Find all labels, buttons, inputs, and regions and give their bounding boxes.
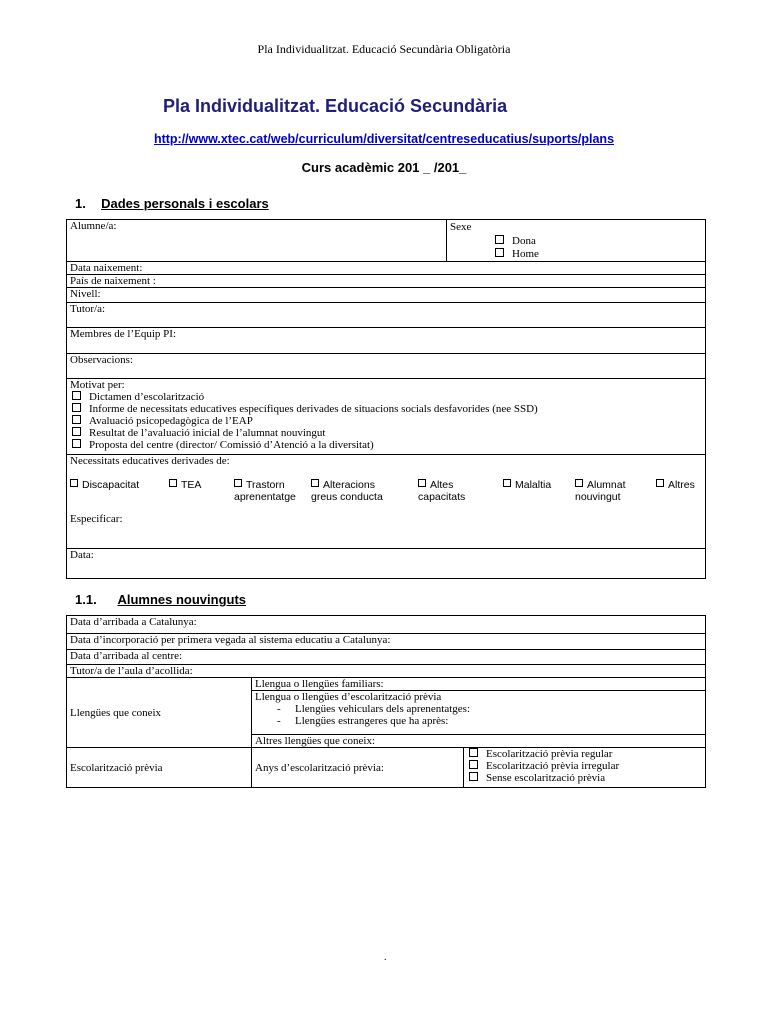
years-schooling-field[interactable] bbox=[252, 748, 464, 788]
checkbox-icon[interactable] bbox=[469, 772, 478, 781]
schooling-option[interactable] bbox=[469, 748, 702, 760]
prior-schooling-cell bbox=[67, 748, 252, 788]
checkbox-icon[interactable] bbox=[72, 391, 81, 400]
section-1-1-heading bbox=[75, 592, 246, 607]
motivated-option[interactable] bbox=[70, 427, 702, 439]
needs-cell bbox=[67, 455, 706, 549]
section-1-1-number: 1.1. bbox=[75, 592, 97, 607]
need-option[interactable] bbox=[70, 479, 139, 491]
need-option[interactable] bbox=[418, 479, 465, 503]
checkbox-icon[interactable] bbox=[656, 479, 664, 487]
welcome-tutor-label: Tutor/a de l’aula d’acollida: bbox=[70, 665, 193, 677]
welcome-tutor-field[interactable] bbox=[67, 665, 706, 678]
incorporation-field[interactable] bbox=[67, 634, 706, 650]
birth-date-label: Data naixement: bbox=[70, 262, 143, 274]
arrival-catalonia-label: Data d’arribada a Catalunya: bbox=[70, 616, 197, 628]
observations-field[interactable] bbox=[67, 354, 706, 379]
motivated-option[interactable] bbox=[70, 439, 702, 451]
section-1-heading bbox=[75, 196, 269, 211]
birth-country-field[interactable] bbox=[67, 275, 706, 288]
birth-date-field[interactable] bbox=[67, 262, 706, 275]
motivated-option-label: Dictamen d’escolarització bbox=[89, 391, 205, 403]
level-field[interactable] bbox=[67, 288, 706, 303]
motivated-option-label: Resultat de l’avaluació inicial de l’alumnat nouvingut bbox=[89, 427, 326, 439]
sex-option-label: Dona bbox=[512, 235, 536, 247]
need-line1: Altes bbox=[430, 479, 454, 491]
need-line2: aprenentatge bbox=[234, 491, 296, 503]
checkbox-icon[interactable] bbox=[495, 248, 504, 257]
schooling-option-label: Escolarització prèvia regular bbox=[486, 748, 613, 760]
tutor-label: Tutor/a: bbox=[70, 303, 106, 315]
section-1-number: 1. bbox=[75, 196, 86, 211]
schooling-languages-label: Llengua o llengües d’escolarització prèvia bbox=[255, 691, 442, 703]
footer-mark: . bbox=[384, 952, 387, 963]
foreign-languages-line bbox=[255, 715, 702, 727]
arrival-center-field[interactable] bbox=[67, 650, 706, 665]
observations-label: Observacions: bbox=[70, 354, 133, 366]
need-line1: Trastorn bbox=[246, 479, 285, 491]
team-field[interactable] bbox=[67, 328, 706, 354]
section-1-1-title: Alumnes nouvinguts bbox=[117, 592, 247, 607]
need-line1: Discapacitat bbox=[82, 479, 140, 491]
need-option[interactable] bbox=[503, 479, 551, 491]
need-line1: Malaltia bbox=[515, 479, 552, 491]
arrival-catalonia-field[interactable] bbox=[67, 616, 706, 634]
document-title: Pla Individualitzat. Educació Secundària bbox=[163, 96, 508, 116]
checkbox-icon[interactable] bbox=[72, 403, 81, 412]
specify-label: Especificar: bbox=[70, 513, 123, 525]
plans-link[interactable]: http://www.xtec.cat/web/curriculum/diversitat/centreseducatius/suports/plans bbox=[153, 132, 615, 146]
motivated-label: Motivat per: bbox=[70, 379, 125, 391]
sex-label: Sexe bbox=[450, 221, 472, 233]
arrival-center-label: Data d’arribada al centre: bbox=[70, 650, 183, 662]
checkbox-icon[interactable] bbox=[311, 479, 319, 487]
tutor-field[interactable] bbox=[67, 303, 706, 328]
family-languages-field[interactable] bbox=[252, 678, 706, 691]
motivated-option-label: Proposta del centre (director/ Comissió d’Atenció a la diversitat) bbox=[89, 439, 374, 451]
sex-option-male[interactable] bbox=[450, 248, 702, 260]
family-languages-label: Llengua o llengües familiars: bbox=[255, 678, 384, 690]
team-label: Membres de l’Equip PI: bbox=[70, 328, 177, 340]
need-line1: Alumnat bbox=[587, 479, 626, 491]
academic-year: Curs acadèmic 201 _ /201_ bbox=[301, 160, 467, 175]
motivated-cell bbox=[67, 379, 706, 455]
student-label: Alumne/a: bbox=[70, 220, 117, 232]
need-option[interactable] bbox=[234, 479, 296, 503]
schooling-options-cell bbox=[464, 748, 706, 788]
dash: - bbox=[277, 703, 281, 715]
motivated-option[interactable] bbox=[70, 391, 702, 403]
checkbox-icon[interactable] bbox=[503, 479, 511, 487]
checkbox-icon[interactable] bbox=[234, 479, 242, 487]
schooling-option-label: Escolarització prèvia irregular bbox=[486, 760, 620, 772]
vehicular-languages-line bbox=[255, 703, 702, 715]
schooling-option-label: Sense escolarització prèvia bbox=[486, 772, 606, 784]
checkbox-icon[interactable] bbox=[70, 479, 78, 487]
date-field[interactable] bbox=[67, 549, 706, 579]
need-line2: greus conducta bbox=[311, 491, 383, 503]
checkbox-icon[interactable] bbox=[418, 479, 426, 487]
need-line1: TEA bbox=[181, 479, 202, 491]
schooling-languages-cell[interactable] bbox=[252, 691, 706, 735]
date-label: Data: bbox=[70, 549, 94, 561]
checkbox-icon[interactable] bbox=[72, 427, 81, 436]
need-line1: Alteracions bbox=[323, 479, 375, 491]
need-option[interactable] bbox=[575, 479, 626, 503]
languages-label: Llengües que coneix bbox=[70, 706, 162, 719]
motivated-option-label: Avaluació psicopedagògica de l’EAP bbox=[89, 415, 253, 427]
running-header: Pla Individualitzat. Educació Secundària Obligatòria bbox=[257, 42, 511, 56]
years-schooling-label: Anys d’escolarització prèvia: bbox=[255, 761, 384, 774]
vehicular-languages-label: Llengües vehiculars dels aprenentatges: bbox=[295, 703, 471, 715]
checkbox-icon[interactable] bbox=[575, 479, 583, 487]
checkbox-icon[interactable] bbox=[469, 760, 478, 769]
other-languages-field[interactable] bbox=[252, 735, 706, 748]
need-line1: Altres bbox=[668, 479, 695, 491]
checkbox-icon[interactable] bbox=[72, 439, 81, 448]
need-option[interactable] bbox=[311, 479, 383, 503]
level-label: Nivell: bbox=[70, 288, 101, 300]
other-languages-label: Altres llengües que coneix: bbox=[255, 735, 376, 747]
need-line2: capacitats bbox=[418, 491, 466, 503]
specify-field[interactable] bbox=[70, 513, 702, 525]
student-cell[interactable] bbox=[67, 220, 447, 262]
need-line2: nouvingut bbox=[575, 491, 621, 503]
sex-option-female[interactable] bbox=[450, 235, 702, 247]
checkbox-icon[interactable] bbox=[169, 479, 177, 487]
motivated-option[interactable] bbox=[70, 403, 702, 415]
motivated-option[interactable] bbox=[70, 415, 702, 427]
checkbox-icon[interactable] bbox=[495, 235, 504, 244]
needs-label: Necessitats educatives derivades de: bbox=[70, 455, 230, 467]
checkbox-icon[interactable] bbox=[469, 748, 478, 757]
languages-label-cell bbox=[67, 678, 252, 748]
sex-cell bbox=[447, 220, 706, 262]
need-option[interactable] bbox=[169, 479, 201, 491]
section-1-title: Dades personals i escolars bbox=[101, 196, 269, 211]
personal-data-table bbox=[66, 219, 706, 579]
dash: - bbox=[277, 715, 281, 727]
incorporation-label: Data d’incorporació per primera vegada al sistema educatiu a Catalunya: bbox=[70, 634, 391, 646]
foreign-languages-label: Llengües estrangeres que ha après: bbox=[295, 715, 449, 727]
birth-country-label: País de naixement : bbox=[70, 275, 156, 287]
checkbox-icon[interactable] bbox=[72, 415, 81, 424]
prior-schooling-label: Escolarització prèvia bbox=[70, 761, 163, 774]
sex-option-label: Home bbox=[512, 248, 539, 260]
newcomers-table bbox=[66, 615, 706, 788]
schooling-option[interactable] bbox=[469, 772, 702, 784]
motivated-option-label: Informe de necessitats educatives específiques derivades de situacions socials desfavorides (nee SSD) bbox=[89, 403, 538, 415]
need-option[interactable] bbox=[656, 479, 695, 491]
schooling-option[interactable] bbox=[469, 760, 702, 772]
needs-options bbox=[70, 479, 702, 513]
